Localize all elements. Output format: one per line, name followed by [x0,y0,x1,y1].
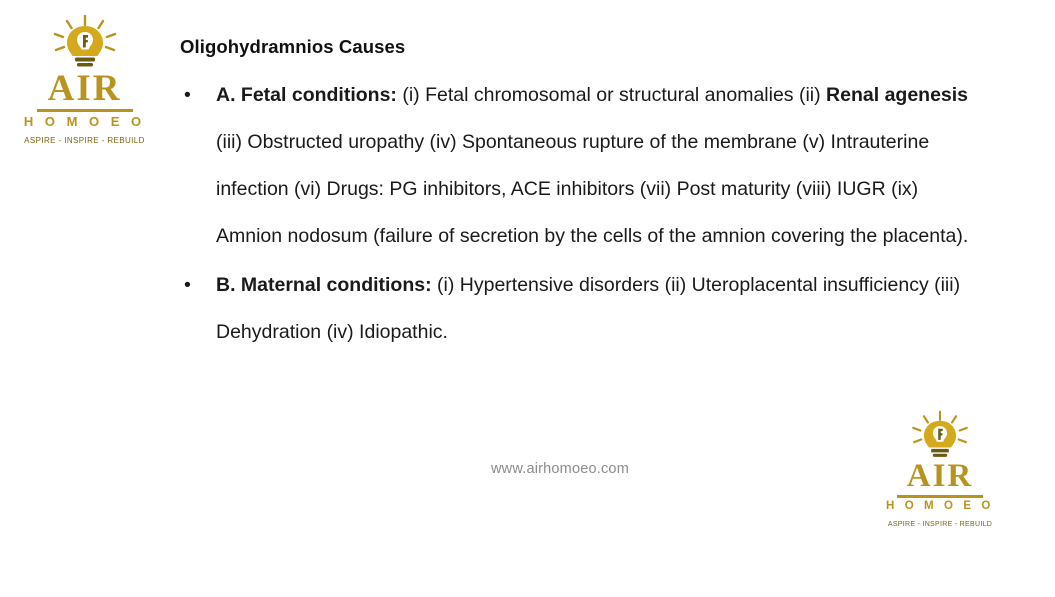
page-title: Oligohydramnios Causes [180,36,406,57]
list-item-text-a: (i) Hypertensive disorders (ii) Uteroplacental insufficiency (iii) Dehydration (iv) Idiopathic. [216,274,961,343]
list-item [180,262,970,356]
bullet-marker: • [184,274,191,296]
logo-sub-text: H O M O E O [886,500,994,512]
website-watermark: www.airhomoeo.com [491,461,629,477]
list-item-text-b: (iii) Obstructed uropathy (iv) Spontaneous rupture of the membrane (v) Intrauterine infection (vi) Drugs: PG inhibitors, ACE inhibitors (vii) Post maturity (viii) IUGR (ix) Amnion nodosum (failure of secretion by the cells of the amnion covering the placenta). [216,131,969,247]
logo-tagline: ASPIRE - INSPIRE - REBUILD [887,520,993,528]
logo-divider [897,495,983,498]
brand-logo-bottom [880,410,1000,528]
logo-sub-text: H O M O E O [23,114,146,129]
list-item-emphasis: Renal agenesis [826,84,969,106]
list-item-lead: A. Fetal conditions: [216,84,397,106]
slide-content [180,36,970,358]
causes-list [180,72,970,356]
logo-divider [37,109,133,112]
logo-brand-text: AIR [906,458,974,494]
brand-logo-top [22,14,147,145]
lightbulb-icon [880,410,1000,460]
logo-brand-text: AIR [47,68,122,109]
list-item-lead: B. Maternal conditions: [216,274,432,296]
list-item [180,72,970,260]
list-item-text-a: (i) Fetal chromosomal or structural anomalies (ii) [396,84,827,106]
logo-tagline: ASPIRE - INSPIRE - REBUILD [24,136,145,145]
bullet-marker: • [184,84,191,106]
lightbulb-icon [22,14,147,70]
